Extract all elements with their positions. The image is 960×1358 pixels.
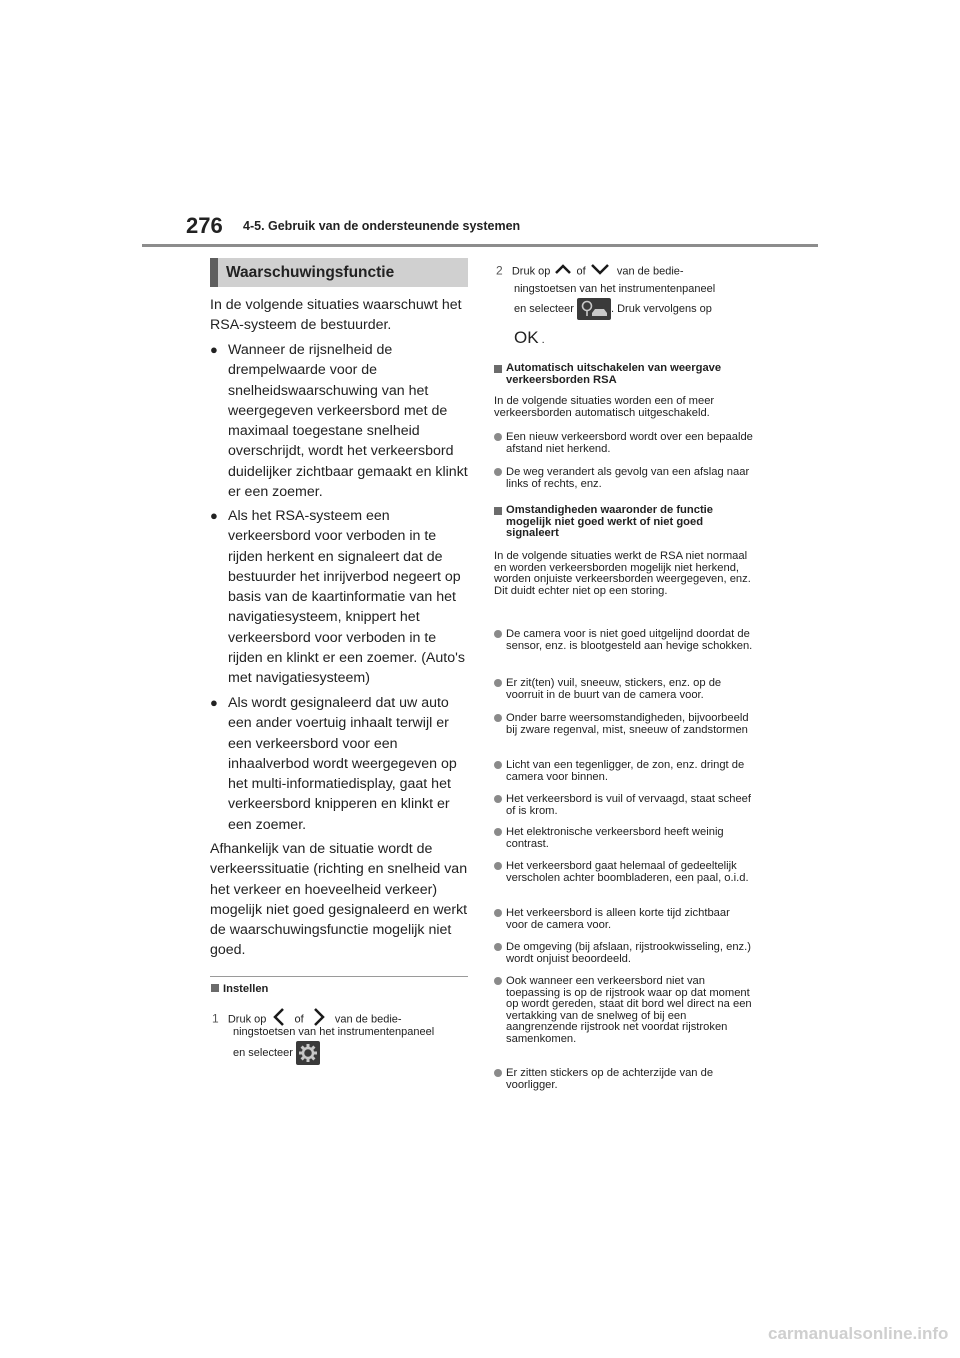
list-item: [210, 506, 470, 689]
section-title: 4-5. Gebruik van de ondersteunende systemen: [243, 219, 521, 233]
bullet-icon: ●: [210, 508, 218, 523]
bullet-icon: [494, 630, 502, 638]
intro-paragraph: In de volgende situaties werkt de RSA niet normaal en worden verkeersborden mogelijk niet herkend, worden onjuiste verkeersborden weergegeven, enz. Dit duidt echter niet op een storing.: [494, 550, 751, 597]
bullet-icon: [494, 433, 502, 441]
list-item-text: Als wordt gesignaleerd dat uw auto een ander voertuig inhaalt terwijl er een verkeersbord voor een inhaalverbod wordt weergegeven op het multi-informatiedisplay, gaat het verkeersbord knipperen en klinkt er een zoemer.: [228, 695, 457, 833]
subsection-heading: Omstandigheden waaronder de functie mogelijk niet goed werkt of niet goed signaleert: [494, 505, 754, 540]
subsection-heading: Instellen: [211, 983, 268, 996]
watermark-text: carmanualsonline.info: [768, 1324, 949, 1343]
step-1-text: ningstoetsen van het instrumentenpaneel: [233, 1026, 435, 1038]
bullet-icon: [494, 862, 502, 870]
step-2: 2 Druk op of van de bedie-: [496, 262, 684, 281]
section-heading: Waarschuwingsfunctie: [210, 258, 468, 287]
bullet-icon: [494, 1069, 502, 1077]
intro-paragraph: In de volgende situaties worden een of meer verkeersborden automatisch uitgeschakeld.: [494, 395, 715, 419]
bullet-icon: [494, 679, 502, 687]
step-1: 1 Druk op of van de bedie-: [212, 1006, 402, 1033]
list-item: [210, 340, 470, 502]
square-bullet-icon: [494, 507, 502, 515]
bullet-icon: [494, 977, 502, 985]
bullet-icon: [494, 828, 502, 836]
header-rule: [142, 244, 818, 247]
intro-paragraph: In de volgende situaties waarschuwt het RSA-systeem de bestuurder.: [210, 297, 462, 334]
list-item: De omgeving (bij afslaan, rijstrookwisseling, enz.) wordt onjuist beoordeeld.: [494, 942, 754, 965]
page-number: 276: [186, 213, 223, 238]
note-paragraph: Afhankelijk van de situatie wordt de verkeerssituatie (richting en snelheid van het verkeer en hoeveelheid verkeer) mogelijk niet goed gesignaleerd en werkt de waarschuwingsfunctie mogelijk niet goed.: [210, 841, 468, 959]
list-item: Het verkeersbord gaat helemaal of gedeeltelijk verscholen achter boombladeren, een paal, o.i.d.: [494, 861, 754, 884]
list-item: Het verkeersbord is vuil of vervaagd, staat scheef of is krom.: [494, 794, 754, 817]
step-number: 2: [496, 263, 503, 278]
ok-button-label: OK: [514, 328, 539, 347]
list-item: Onder barre weersomstandigheden, bijvoorbeeld bij zware regenval, mist, sneeuw of zandstormen: [494, 713, 754, 736]
chevron-down-icon: [589, 262, 611, 281]
list-item: De camera voor is niet goed uitgelijnd doordat de sensor, enz. is blootgesteld aan hevige schokken.: [494, 629, 754, 652]
step-2-select: en selecteer . Druk vervolgens op: [514, 298, 712, 320]
divider: [210, 976, 468, 977]
bullet-icon: [494, 468, 502, 476]
list-item: Ook wanneer een verkeersbord niet van toepassing is op de rijstrook waar op dat moment op wordt gereden, staat dit bord wel direct na een vertakking van de snelweg of bij een aangrenzende rijstrook net voordat rijstroken samenkomen.: [494, 976, 754, 1046]
list-item: Het verkeersbord is alleen korte tijd zichtbaar voor de camera voor.: [494, 908, 754, 931]
bullet-icon: [494, 909, 502, 917]
bullet-icon: ●: [210, 342, 218, 357]
bullet-icon: [494, 943, 502, 951]
bullet-icon: [494, 714, 502, 722]
bullet-icon: [494, 761, 502, 769]
vehicle-sign-icon: [577, 298, 611, 320]
chevron-up-icon: [553, 262, 573, 281]
list-item: [210, 693, 470, 835]
list-item-text: Als het RSA-systeem een verkeersbord voor verboden in te rijden herkent en signaleert dat de bestuurder het inrijverbod negeert op basis van de kaartinformatie van het navigatiesysteem, knippert het verkeersbord voor verboden in te rijden en klinkt er een zoemer. (Auto's met navigatiesysteem): [228, 508, 465, 687]
step-2-ok: OK .: [514, 328, 545, 347]
step-1-select: en selecteer: [233, 1041, 320, 1065]
subsection-heading: Automatisch uitschakelen van weergave verkeersborden RSA: [494, 363, 754, 386]
bullet-icon: [494, 795, 502, 803]
list-item: De weg verandert als gevolg van een afslag naar links of rechts, enz.: [494, 467, 754, 490]
square-bullet-icon: [211, 984, 219, 992]
list-item: Er zitten stickers op de achterzijde van de voorligger.: [494, 1068, 754, 1091]
list-item-text: Wanneer de rijsnelheid de drempelwaarde voor de snelheidswaarschuwing van het weergegeven verkeersbord met de maximaal toegestane snelheid overschrijdt, wordt het verkeersbord duidelijker zichtbaar gemaakt en klinkt er een zoemer.: [228, 342, 468, 501]
square-bullet-icon: [494, 365, 502, 373]
step-number: 1: [212, 1011, 219, 1026]
list-item: Een nieuw verkeersbord wordt over een bepaalde afstand niet herkend.: [494, 432, 754, 455]
list-item: Er zit(ten) vuil, sneeuw, stickers, enz. op de voorruit in de buurt van de camera voor.: [494, 678, 754, 701]
gear-icon: [296, 1041, 320, 1065]
list-item: Licht van een tegenligger, de zon, enz. dringt de camera voor binnen.: [494, 760, 754, 783]
bullet-icon: ●: [210, 695, 218, 710]
list-item: Het elektronische verkeersbord heeft weinig contrast.: [494, 827, 754, 850]
step-2-text: ningstoetsen van het instrumentenpaneel: [514, 283, 716, 295]
